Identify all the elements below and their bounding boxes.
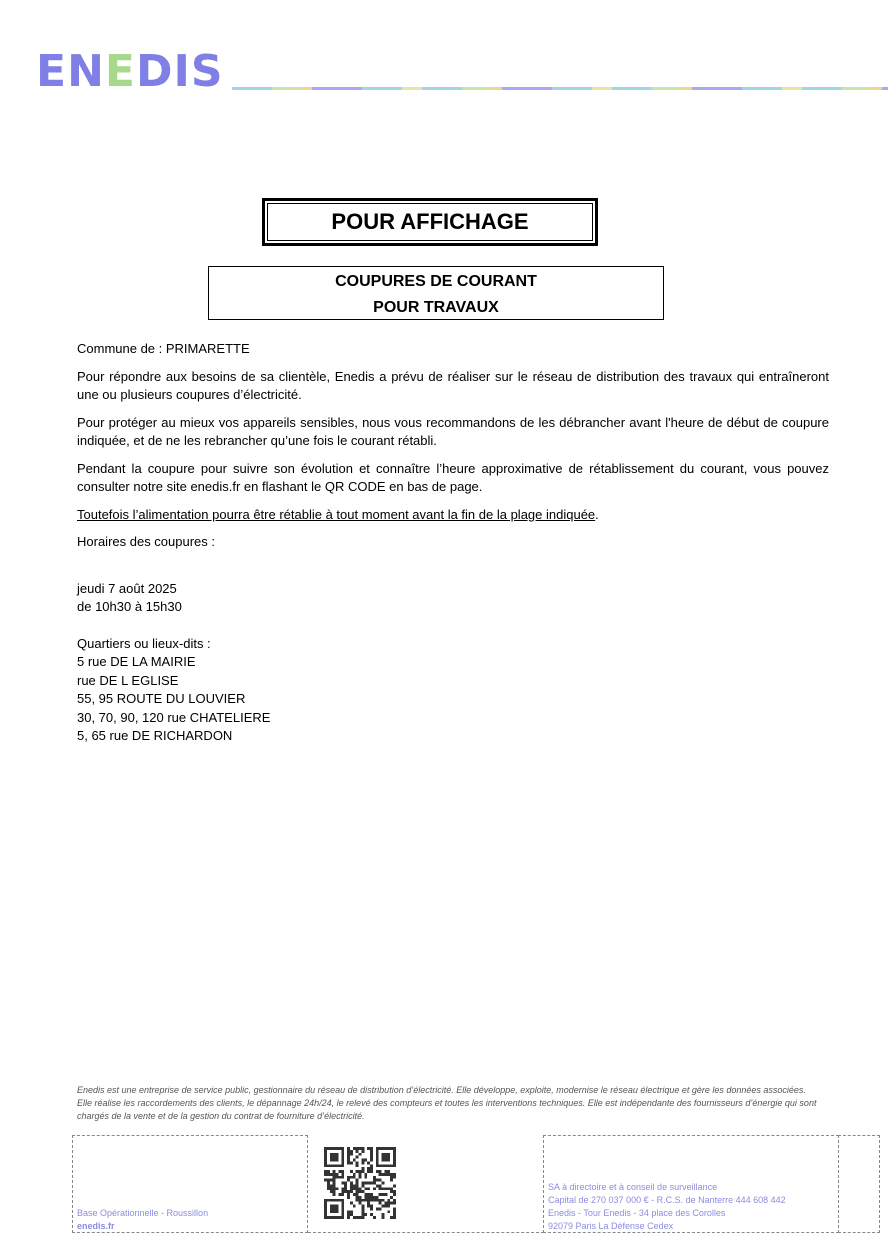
legal-line: Enedis - Tour Enedis - 34 place des Corolles bbox=[548, 1208, 726, 1218]
address-item: 5 rue DE LA MAIRIE bbox=[77, 654, 196, 669]
logo-letter: E bbox=[104, 46, 136, 97]
legal-line: SA à directoire et à conseil de surveillance bbox=[548, 1182, 718, 1192]
warning-text: Toutefois l’alimentation pourra être rétablie à tout moment avant la fin de la plage indiquée bbox=[77, 506, 596, 522]
quartiers-label: Quartiers ou lieux-dits : bbox=[77, 635, 211, 651]
warning-period: . bbox=[595, 506, 599, 522]
site-link[interactable]: enedis.fr bbox=[77, 1221, 115, 1231]
logo-letter: I bbox=[173, 46, 191, 97]
horaires-label: Horaires des coupures : bbox=[77, 534, 216, 549]
footer-legal bbox=[548, 1181, 786, 1233]
address-item: 5, 65 rue DE RICHARDON bbox=[77, 728, 233, 743]
base-name: Base Opérationnelle - Roussillon bbox=[77, 1208, 209, 1218]
footer-disclaimer: Enedis est une entreprise de service public, gestionnaire du réseau de distribution d’électricité. Elle développe, exploite, modernise le réseau électrique et gère les données associées. Elle réalise les raccordements des clients, le dépannage 24h/24, le relevé des compteurs et toutes les interventions techniques. Elle est indépendante des fournisseurs d’énergie qui sont chargés de la vente et de la gestion du contrat de fourniture d’électricité. bbox=[77, 1085, 817, 1121]
paragraph-protect: Pour protéger au mieux vos appareils sensibles, nous vous recommandons de les débrancher avant l'heure de début de coupure indiquée, et de ne les rebrancher qu’une fois le courant rétabli. bbox=[77, 414, 829, 448]
page-title: POUR AFFICHAGE bbox=[267, 203, 593, 241]
title-frame bbox=[262, 198, 598, 246]
logo-letter: D bbox=[135, 46, 174, 97]
paragraph-follow: Pendant la coupure pour suivre son évolution et connaître l’heure approximative de rétablissement du courant, vous pouvez consulter notre site enedis.fr en flashant le QR CODE en bas de page. bbox=[77, 460, 829, 494]
outage-time: de 10h30 à 15h30 bbox=[77, 599, 182, 614]
enedis-logo bbox=[36, 46, 224, 97]
logo-letter: E bbox=[36, 46, 68, 97]
footer-base bbox=[77, 1207, 208, 1233]
legal-line: Capital de 270 037 000 € - R.C.S. de Nanterre 444 608 442 bbox=[548, 1195, 786, 1205]
outage-date: jeudi 7 août 2025 bbox=[77, 580, 177, 596]
logo-letter: S bbox=[190, 46, 224, 97]
header-divider bbox=[232, 87, 888, 90]
address-item: 30, 70, 90, 120 rue CHATELIERE bbox=[77, 709, 271, 725]
address-item: 55, 95 ROUTE DU LOUVIER bbox=[77, 691, 246, 706]
subtitle-line-1: COUPURES DE COURANT bbox=[335, 273, 537, 290]
paragraph-warning bbox=[77, 506, 829, 525]
legal-line: 92079 Paris La Défense Cedex bbox=[548, 1221, 674, 1231]
qr-code-icon[interactable] bbox=[324, 1147, 396, 1219]
notice-body bbox=[77, 340, 829, 746]
footer-box-right bbox=[838, 1135, 880, 1233]
subtitle-frame bbox=[208, 266, 664, 320]
subtitle-line-2: POUR TRAVAUX bbox=[373, 299, 499, 316]
logo-letter: N bbox=[67, 46, 105, 97]
commune-line: Commune de : PRIMARETTE bbox=[77, 341, 250, 356]
paragraph-intro: Pour répondre aux besoins de sa clientèle, Enedis a prévu de réaliser sur le réseau de distribution des travaux qui entraîneront une ou plusieurs coupures d’électricité. bbox=[77, 368, 829, 402]
address-item: rue DE L EGLISE bbox=[77, 672, 179, 688]
